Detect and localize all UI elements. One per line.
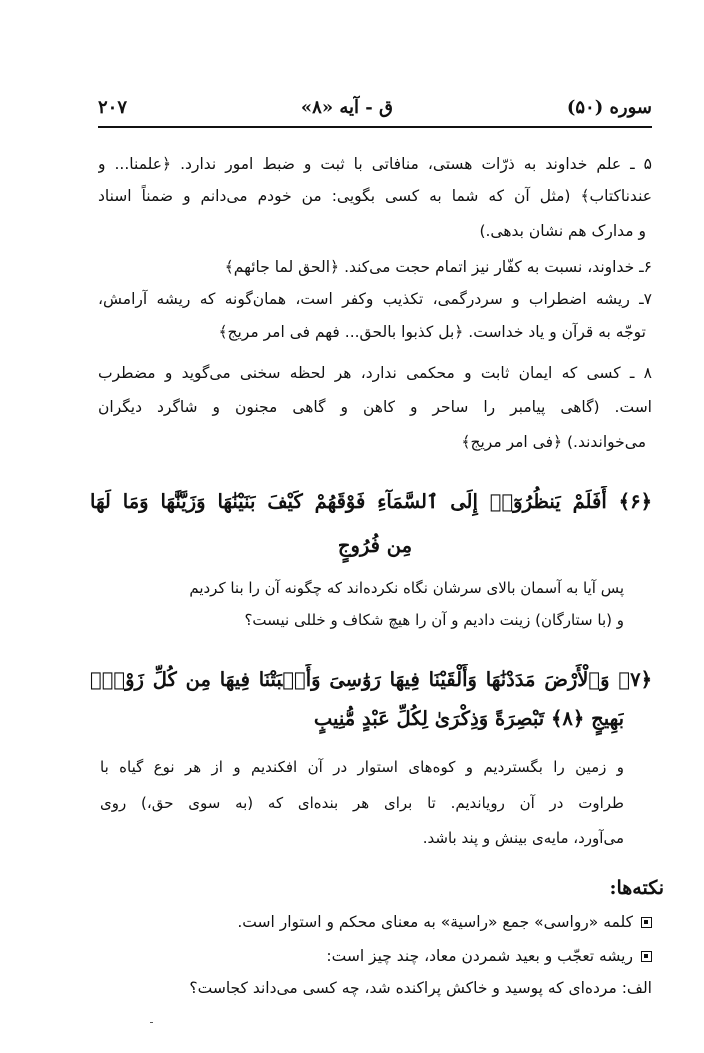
point-5-line-1: ۵ ـ علم خداوند به ذرّات هستی، منافاتی با ثبت و ضبط امور ندارد. ﴿علمنا... و — [98, 155, 652, 173]
square-bullet-icon — [641, 917, 652, 928]
point-6: ۶ـ خداوند، نسبت به کفّار نیز اتمام حجت می‌کند. ﴿الحق لما جائهم﴾ — [224, 258, 652, 276]
translation-6-line-1: پس آیا به آسمان بالای سرشان نگاه نکرده‌اند که چگونه آن را بنا کردیم — [189, 579, 624, 597]
verse-7-line-2: بَهِيجٍ ﴿۸﴾ تَبْصِرَةً وَذِكْرَىٰ لِكُلِّ عَبْدٍ مُّنِيبٍ — [313, 707, 624, 730]
point-8-line-3: می‌خواندند.) ﴿فی امر مریج﴾ — [461, 433, 646, 451]
point-8-line-1: ۸ ـ کسی که ایمان ثابت و محکمی ندارد، هر لحظه سخنی می‌گوید و مضطرب — [98, 364, 652, 382]
scan-speck — [150, 1022, 153, 1023]
note-1-text: کلمه «رواسی» جمع «راسیة» به معنای محکم و استوار است. — [237, 913, 633, 931]
point-7-line-2: توجّه به قرآن و یاد خداست. ﴿بل کذبوا بالحق... فهم فی امر مریج﴾ — [218, 323, 646, 341]
header-divider — [98, 126, 652, 128]
verse-title: ق - آیه «۸» — [300, 96, 393, 118]
page-number: ۲۰۷ — [98, 96, 128, 118]
point-5-line-2: عندناکتاب﴾ (مثل آن که شما به کسی بگویی: من خودم می‌دانم و ضمناً اسناد — [98, 187, 652, 205]
verse-6-line-2: مِن فُرُوجٍ — [337, 534, 413, 557]
translation-6-line-2: و (با ستارگان) زینت دادیم و آن را هیچ شکاف و خللی نیست؟ — [244, 611, 624, 629]
verse-6-line-1: ﴿۶﴾ أَفَلَمْ يَنظُرُوٓا۟ إِلَى ٱلسَّمَآءِ فَوْقَهُمْ كَيْفَ بَنَيْنَٰهَا وَزَيَّنَّٰهَا وَمَا لَهَا — [90, 490, 652, 513]
verse-7-line-1: ﴿۷﴾ وَٱلْأَرْضَ مَدَدْنَٰهَا وَأَلْقَيْنَا فِيهَا رَوَٰسِىَ وَأَنۢبَتْنَا فِيهَا مِن كُلِّ زَوْجٍۭ — [90, 668, 652, 691]
translation-7-line-1: و زمین را بگستردیم و کوه‌های استوار در آن افکندیم و از هر نوع گیاه با — [100, 758, 624, 776]
square-bullet-icon — [641, 951, 652, 962]
note-bullet-1 — [98, 910, 652, 938]
translation-7-line-2: طراوت در آن رویاندیم. تا برای هر بنده‌ای که (به سوی حق،) روی — [100, 794, 624, 812]
note-2-text: ریشه تعجّب و بعید شمردن معاد، چند چیز است: — [326, 947, 633, 965]
surah-label: سوره (۵۰) — [566, 96, 652, 118]
note-bullet-2 — [98, 944, 652, 972]
page-header — [98, 92, 652, 122]
point-5-line-3: و مدارک هم نشان بدهی.) — [479, 222, 646, 240]
translation-7-line-3: می‌آورد، مایه‌ی بینش و پند باشد. — [422, 829, 624, 847]
notes-heading: نکته‌ها: — [609, 877, 664, 899]
point-7-line-1: ۷ـ ریشه اضطراب و سردرگمی، تکذیب وکفر است، همان‌گونه که ریشه آرامش، — [98, 290, 652, 308]
point-8-line-2: است. (گاهی پیامبر را ساحر و کاهن و گاهی مجنون و شاگرد دیگران — [98, 398, 652, 416]
note-item-a: الف: مرده‌ای که پوسید و خاکش پراکنده شد، چه کسی می‌داند کجاست؟ — [189, 979, 652, 997]
